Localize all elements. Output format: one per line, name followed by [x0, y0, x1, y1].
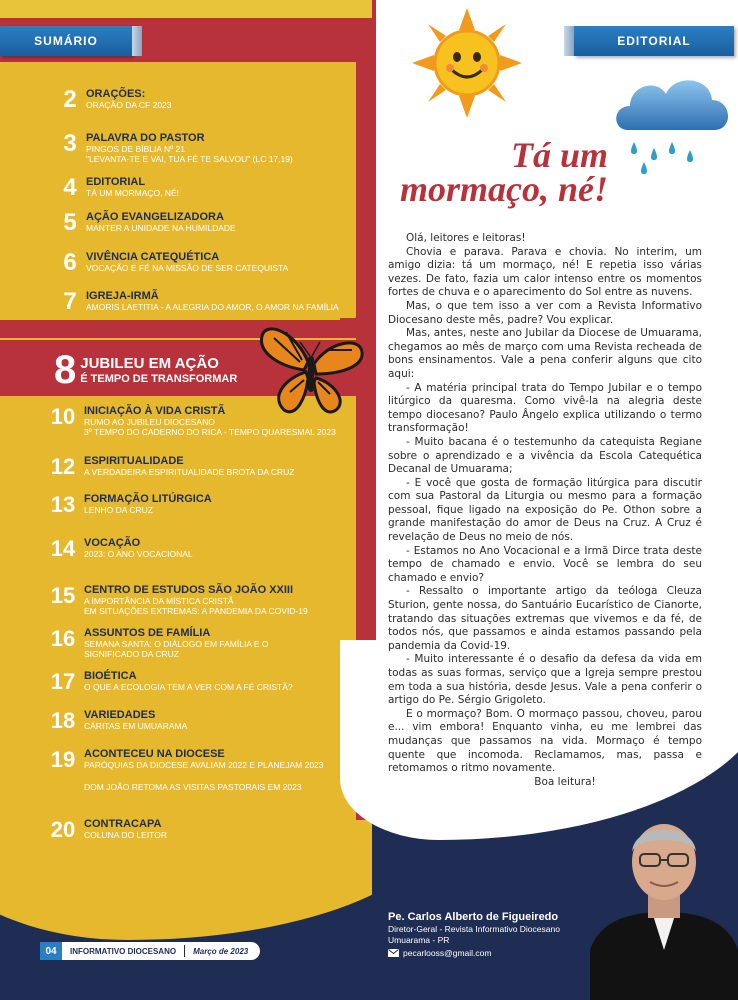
- editorial-paragraph: - Estamos no Ano Vocacional e a Irmã Dirce trata deste tempo de chamado e envio. Você se lembra do seu chamado e envio?: [388, 544, 702, 584]
- toc-subtitle: O QUE A ECOLOGIA TEM A VER COM A FÉ CRISTÃ?: [84, 682, 293, 692]
- toc-item[interactable]: [50, 454, 295, 479]
- signoff: Boa leitura!: [534, 775, 596, 788]
- toc-subtitle: A VERDADEIRA ESPIRITUALIDADE BROTA DA CRUZ: [84, 467, 295, 477]
- toc-item[interactable]: [50, 626, 269, 659]
- toc-title: IGREJA-IRMÃ: [86, 290, 159, 302]
- toc-item[interactable]: [58, 176, 179, 200]
- toc-subtitle: PARÓQUIAS DA DIOCESE AVALIAM 2022 E PLANEJAM 2023: [84, 760, 324, 770]
- toc-item[interactable]: [58, 251, 288, 275]
- author-city: Umuarama - PR: [388, 935, 450, 945]
- editorial-paragraph: Mas, o que tem isso a ver com a Revista Informativo Diocesano deste mês, padre? Vou explicar.: [388, 299, 702, 326]
- toc-title: ESPIRITUALIDADE: [84, 455, 184, 467]
- footer-divider: [184, 945, 185, 957]
- toc-subtitle: CÁRITAS EM UMUARAMA: [84, 721, 188, 731]
- editorial-paragraph: Mas, antes, neste ano Jubilar da Diocese de Umuarama, chegamos ao mês de março com uma Revista recheada de bons ensinamentos. Vale a pena conferir alguns que cito aqui:: [388, 327, 702, 380]
- toc-title: CENTRO DE ESTUDOS SÃO JOÃO XXIII: [84, 584, 294, 596]
- toc-subtitle: AMORIS LAETITIA - A ALEGRIA DO AMOR, O AMOR NA FAMÍLIA: [86, 302, 339, 312]
- toc-page-number: 20: [50, 817, 76, 842]
- editorial-paragraph: Olá, leitores e leitoras!: [406, 232, 526, 244]
- toc-subtitle: VOCAÇÃO E FÉ NA MISSÃO DE SER CATEQUISTA: [86, 263, 289, 273]
- toc-page-number: 14: [50, 536, 76, 561]
- toc-subtitle: DOM JOÃO RETOMA AS VISITAS PASTORAIS EM 2023: [84, 782, 302, 792]
- sumario-header: SUMÁRIO: [0, 26, 132, 56]
- toc-item[interactable]: [50, 536, 193, 561]
- issue-date: Março de 2023: [193, 946, 249, 956]
- toc-subtitle: RUMO AO JUBILEU DIOCESANO: [84, 417, 215, 427]
- toc-page-number: 12: [50, 454, 76, 479]
- toc-page-number: 19: [50, 747, 76, 772]
- toc-item[interactable]: [50, 708, 188, 733]
- toc-title: ACONTECEU NA DIOCESE: [84, 748, 225, 760]
- toc-subtitle: LENHO DA CRUZ: [84, 505, 153, 515]
- toc-subtitle: PINGOS DE BÍBLIA Nº 21: [86, 144, 186, 154]
- toc-page-number: 3: [63, 130, 77, 157]
- toc-page-number: 13: [50, 492, 76, 517]
- toc-page-number: 2: [63, 86, 77, 113]
- toc-highlight[interactable]: [54, 350, 237, 390]
- publication-name: INFORMATIVO DIOCESANO: [70, 946, 177, 956]
- editorial-headline: [392, 135, 608, 209]
- toc-page-number: 7: [63, 288, 77, 315]
- sun-icon: [412, 8, 522, 118]
- toc-title: PALAVRA DO PASTOR: [86, 132, 205, 144]
- rain-cloud-icon: [610, 68, 736, 180]
- toc-page-number: 10: [50, 404, 76, 429]
- toc-item[interactable]: [58, 290, 339, 314]
- toc-subtitle: "LEVANTA-TE E VAI, TUA FÉ TE SALVOU" (LC 17,19): [86, 154, 293, 164]
- editorial-paragraph: Chovia e parava. Parava e chovia. No interim, um amigo dizia: tá um mormaço, né! E repetia isso várias vezes. De fato, fazia um calor intenso entre os momentos fortes de chuva e o aparecimento do Sol entre as nuvens.: [388, 245, 702, 299]
- author-block: [388, 910, 560, 958]
- page-number: 04: [40, 942, 62, 960]
- toc-title: INICIAÇÃO À VIDA CRISTÃ: [84, 405, 226, 417]
- toc-subtitle: SIGNIFICADO DA CRUZ: [84, 649, 179, 659]
- toc-item[interactable]: [50, 747, 324, 792]
- author-role: Diretor-Geral - Revista Informativo Diocesano: [388, 924, 560, 934]
- toc-item[interactable]: [50, 817, 167, 842]
- headline-line-2: mormaço, né!: [399, 169, 608, 209]
- top-strip: [0, 0, 372, 18]
- author-email-row[interactable]: [388, 948, 560, 958]
- editorial-header: EDITORIAL: [574, 26, 734, 56]
- toc-page-number: 4: [63, 174, 77, 201]
- editorial-paragraph: - A matéria principal trata do Tempo Jubilar e o tempo litúrgico da quaresma. Como vivê-la na alegria deste tempo diocesano? Paulo Ângelo explica utilizando o termo transformação!: [388, 381, 702, 435]
- toc-title: BIOÉTICA: [84, 670, 137, 682]
- toc-page-number: 5: [63, 209, 77, 236]
- toc-highlight-subtitle: É TEMPO DE TRANSFORMAR: [80, 372, 238, 385]
- toc-title: ASSUNTOS DE FAMÍLIA: [84, 627, 211, 639]
- editorial-paragraph: - Muito bacana é o testemunho da catequista Regiane sobre o aprendizado e a vivência da Escola Catequética Decanal de Umuarama;: [388, 435, 702, 476]
- toc-subtitle: EM SITUAÇÕES EXTREMAS: A PANDEMIA DA COVID-19: [84, 606, 308, 616]
- toc-item[interactable]: [58, 211, 236, 235]
- author-email[interactable]: pecarlooss@gmail.com: [403, 948, 492, 958]
- toc-subtitle: TÁ UM MORMAÇO, NÉ!: [86, 188, 180, 198]
- toc-title: VIVÊNCIA CATEQUÉTICA: [86, 251, 220, 263]
- headline-line-1: Tá um: [510, 135, 608, 175]
- toc-page-number: 18: [50, 708, 76, 733]
- mail-icon: [388, 949, 399, 957]
- toc-title: VARIEDADES: [84, 709, 156, 721]
- toc-title: CONTRACAPA: [84, 818, 162, 830]
- toc-subtitle: 3º TEMPO DO CADERNO DO RICA - TEMPO QUARESMAL 2023: [84, 427, 336, 437]
- toc-item[interactable]: [50, 404, 336, 437]
- editorial-body: [388, 232, 702, 789]
- toc-title: VOCAÇÃO: [84, 537, 141, 549]
- toc-title: ORAÇÕES:: [86, 88, 146, 100]
- toc-subtitle: SEMANA SANTA: O DIÁLOGO EM FAMÍLIA E O: [84, 639, 269, 649]
- toc-subtitle: A IMPORTÂNCIA DA MÍSTICA CRISTÃ: [84, 596, 234, 606]
- toc-page-number: 17: [50, 669, 76, 694]
- toc-highlight-number: 8: [54, 348, 77, 392]
- toc-title: AÇÃO EVANGELIZADORA: [86, 211, 224, 223]
- toc-page-number: 16: [50, 626, 76, 651]
- toc-title: FORMAÇÃO LITÚRGICA: [84, 493, 212, 505]
- toc-item[interactable]: [50, 669, 293, 694]
- toc-highlight-title: JUBILEU EM AÇÃO: [80, 354, 219, 372]
- toc-title: EDITORIAL: [86, 176, 146, 188]
- toc-page-number: 15: [50, 583, 76, 608]
- toc-item[interactable]: [50, 492, 212, 517]
- toc-item[interactable]: [58, 132, 293, 164]
- butterfly-icon: [256, 322, 366, 418]
- toc-subtitle: COLUNA DO LEITOR: [84, 830, 167, 840]
- toc-subtitle: [84, 770, 324, 782]
- toc-page-number: 6: [63, 249, 77, 276]
- toc-subtitle: 2023: O ANO VOCACIONAL: [84, 549, 193, 559]
- page-footer: [40, 942, 260, 960]
- author-name: Pe. Carlos Alberto de Figueiredo: [388, 911, 559, 923]
- editorial-paragraph: - E você que gosta de formação litúrgica para discutir com sua Pastoral da Liturgia ou mesmo para a formação pessoal, fique ligado na exposição do Pe. Othon sobre a grande manifestação do amor de Deus na Cruz. A Cruz é revelação de Deus no meio de nós.: [388, 476, 702, 544]
- editorial-paragraph: - Muito interessante é o desafio da defesa da vida em todas as suas formas, serviço que a Igreja sempre prestou em toda a sua história, desde Jesus. Vale a pena conferir o artigo do Pe. Sérgio Grigoleto.: [388, 653, 702, 707]
- editorial-paragraph: E o mormaço? Bom. O mormaço passou, choveu, parou e... vim embora! Enquanto vinha, eu me lembrei das mudanças que passamos na vida. Mormaço é tempo quente que incomoda. Reclamamos, mas, passa e retomamos o ritmo novamente.: [388, 707, 702, 775]
- toc-subtitle: ORAÇÃO DA CF 2023: [86, 100, 172, 110]
- toc-item[interactable]: [50, 583, 308, 616]
- author-photo: [590, 800, 738, 1000]
- toc-subtitle: MANTER A UNIDADE NA HUMILDADE: [86, 223, 236, 233]
- editorial-paragraph: - Ressalto o importante artigo da teóloga Cleuza Sturion, gente nossa, do Santuário Eucarístico de Cianorte, tratando das situações extremas que vivemos e da fé, de todos nós, que passamos e ainda estamos passando pela pandemia da Covid-19.: [388, 585, 702, 652]
- toc-item[interactable]: [58, 88, 172, 112]
